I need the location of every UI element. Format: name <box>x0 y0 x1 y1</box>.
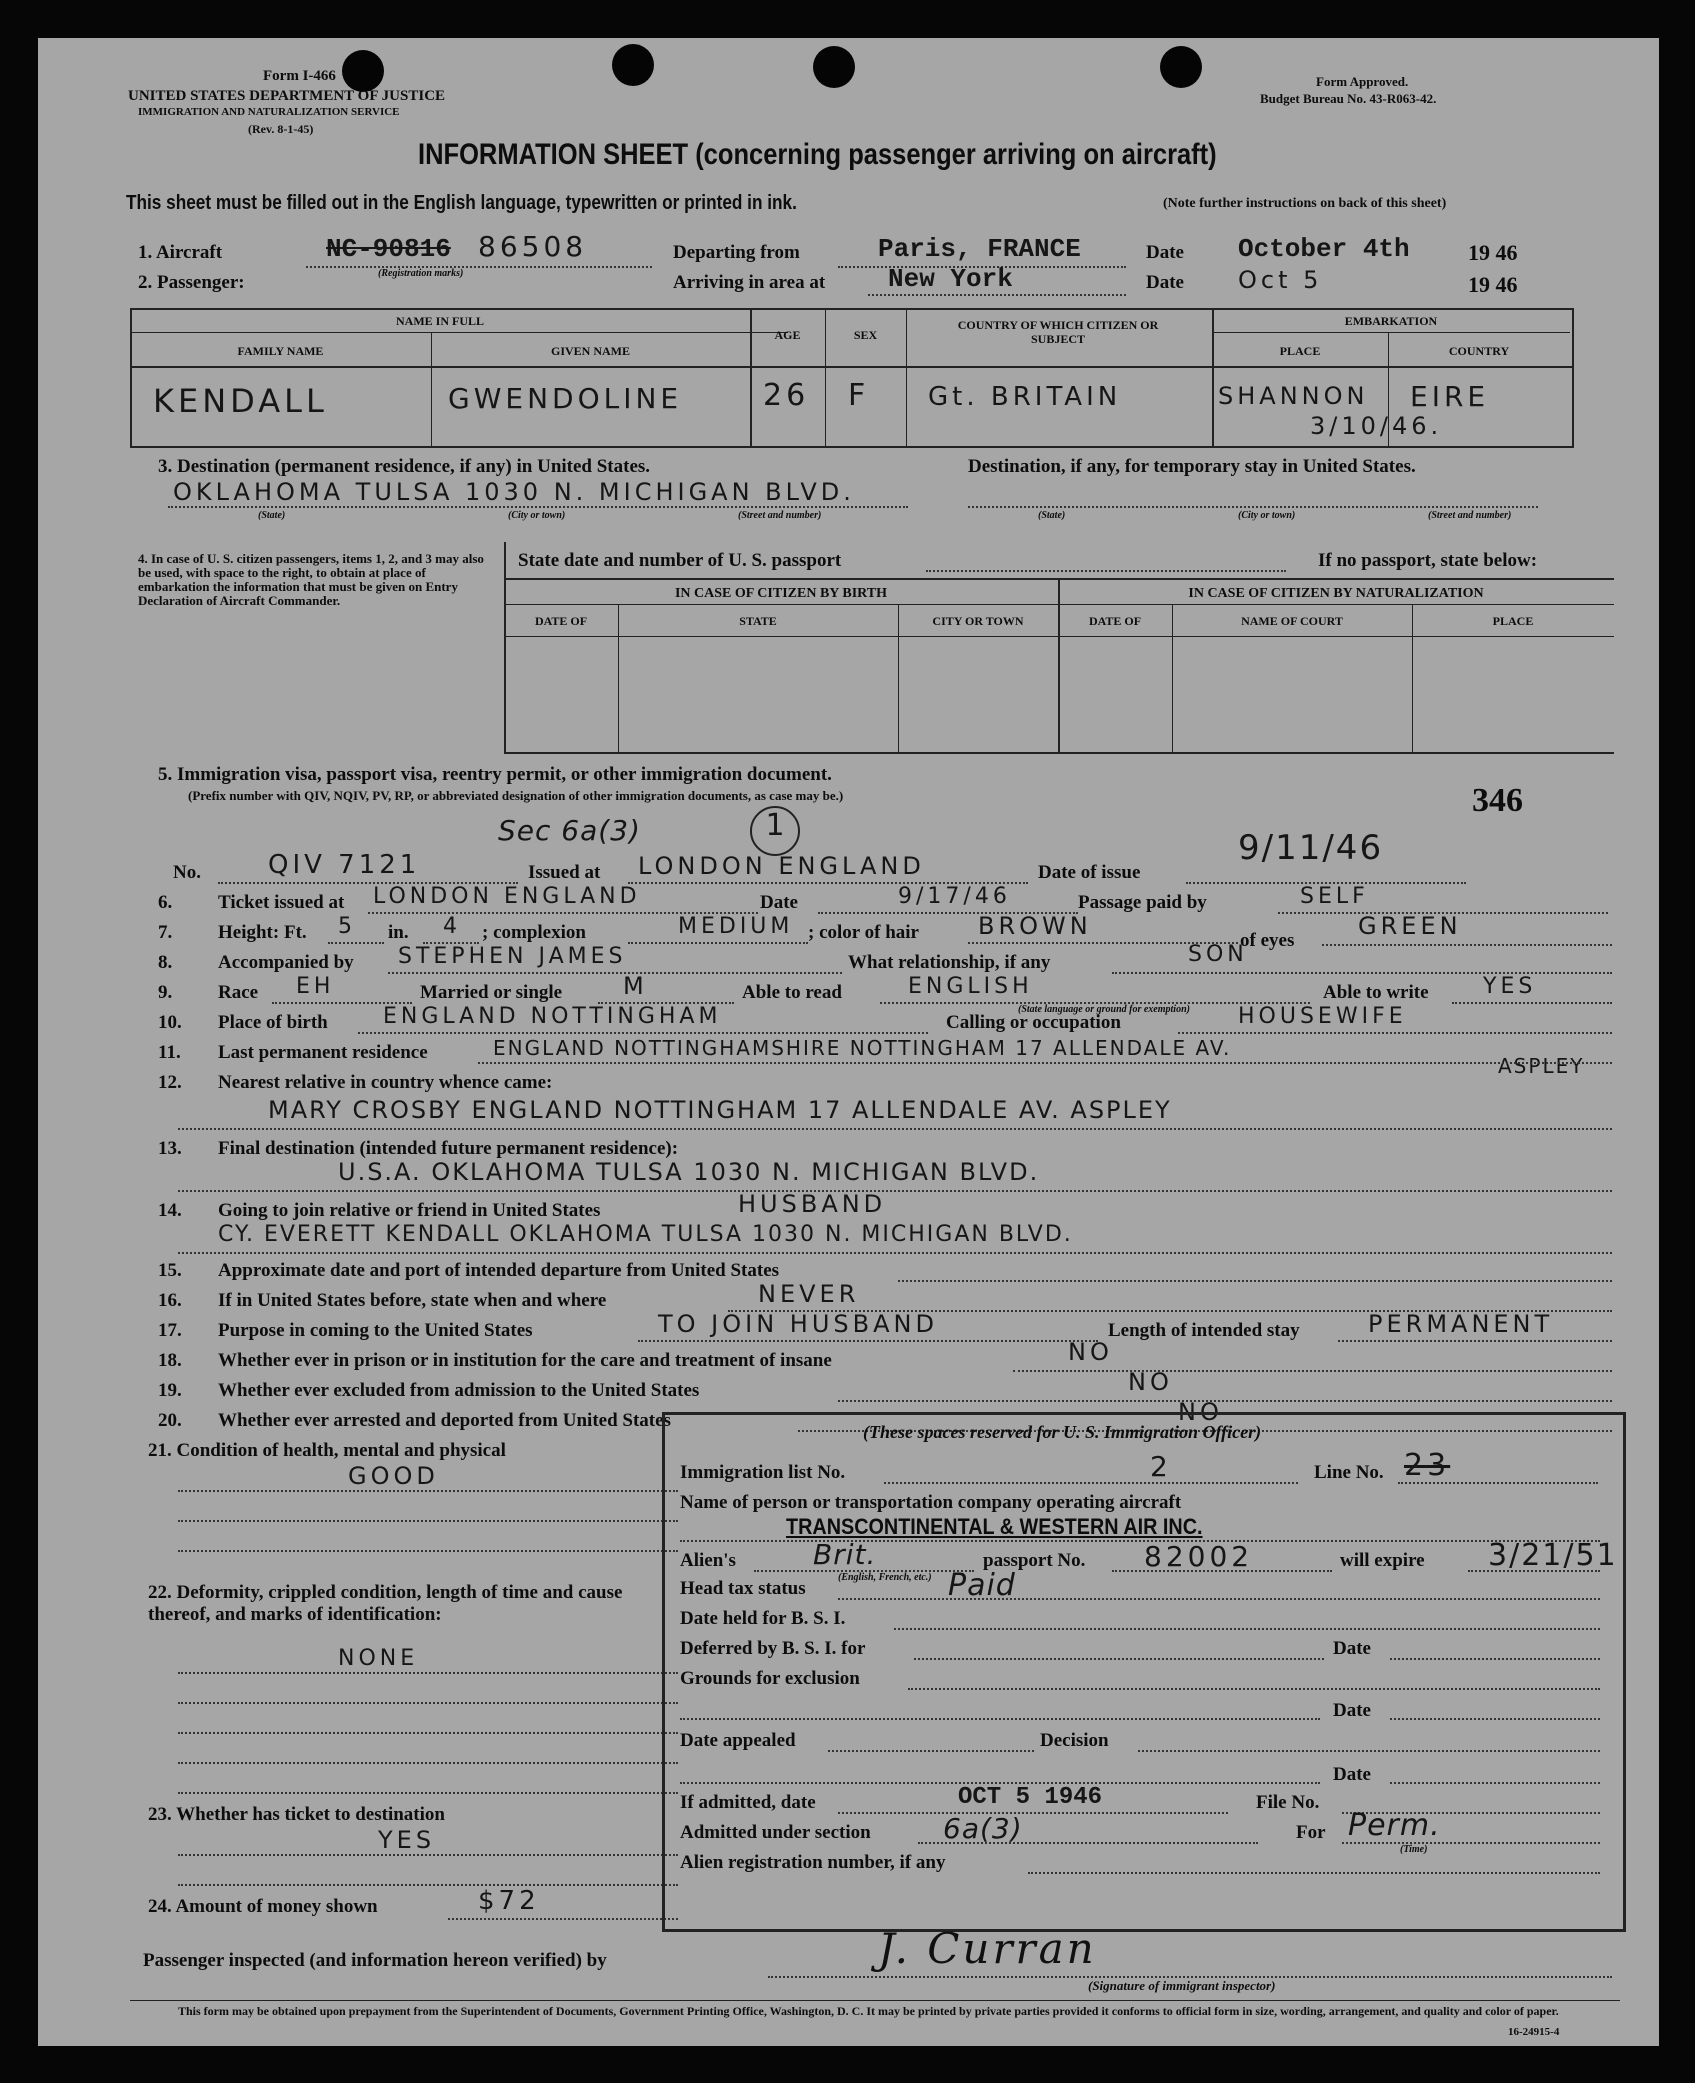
alien-registration-label: Alien registration number, if any <box>680 1852 946 1873</box>
file-number-label: File No. <box>1256 1792 1320 1813</box>
company-value: TRANSCONTINENTAL & WESTERN AIR INC. <box>786 1514 1203 1539</box>
embarkation-place-value: SHANNON <box>1218 382 1369 410</box>
embarkation-header: EMBARKATION <box>1344 314 1438 328</box>
final-destination-value: U.S.A. OKLAHOMA TULSA 1030 N. MICHIGAN BLVD. <box>338 1158 1040 1186</box>
embarkation-country-header: COUNTRY <box>1448 344 1510 358</box>
item20-number: 20. <box>158 1410 182 1431</box>
marital-label: Married or single <box>420 982 563 1003</box>
expire-value: 3/21/51 <box>1488 1538 1618 1573</box>
ticket-date-label: Date <box>760 892 798 913</box>
item13-number: 13. <box>158 1138 182 1159</box>
deferred-date-label: Date <box>1333 1638 1371 1659</box>
immigration-list-value: 2 <box>1150 1450 1172 1483</box>
birthplace-value: ENGLAND NOTTINGHAM <box>383 1004 722 1029</box>
age-header: AGE <box>774 328 801 342</box>
excluded-label: Whether ever excluded from admission to the United States <box>218 1380 700 1401</box>
name-header: NAME IN FULL <box>395 314 484 328</box>
destination-state-caption: (State) <box>258 510 286 521</box>
nat-place-header: PLACE <box>1492 614 1534 628</box>
us-passport-table <box>504 542 1616 754</box>
able-write-value: YES <box>1483 974 1537 999</box>
punch-hole <box>342 50 384 92</box>
item9-number: 9. <box>158 982 173 1003</box>
ticket-destination-value: YES <box>378 1826 436 1854</box>
excluded-value: NO <box>1128 1368 1173 1396</box>
last-residence-extra: ASPLEY <box>1498 1054 1585 1078</box>
family-name-header: FAMILY NAME <box>237 344 324 358</box>
deferred-label: Deferred by B. S. I. for <box>680 1638 866 1659</box>
eye-color-label: of eyes <box>1240 930 1295 951</box>
visa-serial: 346 <box>1472 782 1523 819</box>
admitted-for-value: Perm. <box>1348 1808 1441 1843</box>
deformity-value: NONE <box>338 1646 419 1671</box>
admitted-date-label: If admitted, date <box>680 1792 816 1813</box>
visa-prefix-note: (Prefix number with QIV, NQIV, PV, RP, or abbreviated designation of other immigration documents, as case may be.) <box>188 788 844 803</box>
join-relative-address: CY. EVERETT KENDALL OKLAHOMA TULSA 1030 N. MICHIGAN BLVD. <box>218 1222 1073 1247</box>
visa-label: 5. Immigration visa, passport visa, reentry permit, or other immigration document. <box>158 764 832 785</box>
visa-number-label: No. <box>173 862 201 883</box>
visa-circled-number: 1 <box>750 806 800 856</box>
birth-state-header: STATE <box>739 614 777 628</box>
grounds-label: Grounds for exclusion <box>680 1668 860 1689</box>
alien-label: Alien's <box>680 1550 736 1571</box>
form-number: Form I-466 <box>263 68 336 84</box>
nearest-relative-value: MARY CROSBY ENGLAND NOTTINGHAM 17 ALLENDALE AV. ASPLEY <box>268 1096 1172 1124</box>
prison-label: Whether ever in prison or in institution for the care and treatment of insane <box>218 1350 832 1371</box>
occupation-label: Calling or occupation <box>946 1012 1121 1033</box>
departure-date-label: Date <box>1146 242 1184 263</box>
money-value: $72 <box>478 1886 540 1916</box>
country-header: COUNTRY OF WHICH CITIZEN OR SUBJECT <box>957 318 1159 346</box>
race-value: EH <box>296 974 335 999</box>
bsi-date-label: Date held for B. S. I. <box>680 1608 846 1629</box>
inspector-signature: J. Curran <box>878 1924 1097 1973</box>
complexion-value: MEDIUM <box>678 914 794 939</box>
given-name-header: GIVEN NAME <box>550 344 630 358</box>
hair-color-value: BROWN <box>978 912 1092 940</box>
item16-number: 16. <box>158 1290 182 1311</box>
service-name: IMMIGRATION AND NATURALIZATION SERVICE <box>138 106 400 118</box>
departure-year: 19 46 <box>1468 240 1518 265</box>
accompanied-label: Accompanied by <box>218 952 354 973</box>
arrival-date-value: Oct 5 <box>1238 266 1323 294</box>
registration-caption: (Registration marks) <box>378 268 464 279</box>
visa-date-issue-label: Date of issue <box>1038 862 1141 883</box>
punch-hole <box>612 44 654 86</box>
temp-state-caption: (State) <box>1038 510 1066 521</box>
hair-color-label: ; color of hair <box>808 922 919 943</box>
alien-value: Brit. <box>813 1538 877 1571</box>
aircraft-value: NC-90816 <box>326 234 451 264</box>
deported-label: Whether ever arrested and deported from United States <box>218 1410 671 1431</box>
back-instructions-note: (Note further instructions on back of this sheet) <box>1163 196 1447 211</box>
aircraft-label: 1. Aircraft <box>138 242 223 263</box>
eye-color-value: GREEN <box>1358 912 1462 940</box>
item14-number: 14. <box>158 1200 182 1221</box>
document-page <box>38 38 1659 2046</box>
visa-issued-value: LONDON ENGLAND <box>638 852 925 880</box>
prison-value: NO <box>1068 1338 1113 1366</box>
accompanied-value: STEPHEN JAMES <box>398 944 627 969</box>
able-read-value: ENGLISH <box>908 974 1033 999</box>
temp-street-caption: (Street and number) <box>1428 510 1512 521</box>
appealed-label: Date appealed <box>680 1730 796 1751</box>
form-approved: Form Approved. <box>1316 74 1409 89</box>
expire-label: will expire <box>1340 1550 1425 1571</box>
form-code: 16-24915-4 <box>1508 2026 1560 2038</box>
inspected-by-label: Passenger inspected (and information hereon verified) by <box>143 1950 607 1971</box>
occupation-value: HOUSEWIFE <box>1238 1004 1407 1029</box>
no-passport-label: If no passport, state below: <box>1318 550 1538 571</box>
naturalization-header: IN CASE OF CITIZEN BY NATURALIZATION <box>1188 586 1484 601</box>
head-tax-label: Head tax status <box>680 1578 806 1599</box>
visa-section-note: Sec 6a(3) <box>498 814 641 847</box>
complexion-label: ; complexion <box>482 922 586 943</box>
item17-number: 17. <box>158 1320 182 1341</box>
admitted-for-label: For <box>1296 1822 1326 1843</box>
height-inches-label: in. <box>388 922 409 943</box>
visa-issued-label: Issued at <box>528 862 601 883</box>
budget-bureau: Budget Bureau No. 43-R063-42. <box>1260 91 1437 106</box>
embarkation-place-header: PLACE <box>1279 344 1321 358</box>
item6-number: 6. <box>158 892 173 913</box>
departure-date-value: October 4th <box>1238 234 1410 264</box>
item11-number: 11. <box>158 1042 181 1063</box>
destination-value: OKLAHOMA TULSA 1030 N. MICHIGAN BLVD. <box>173 478 855 506</box>
destination-label: 3. Destination (permanent residence, if any) in United States. <box>158 456 651 477</box>
fine-print: This form may be obtained upon prepayment from the Superintendent of Documents, Government Printing Office, Washington, D. C. It may be printed by private parties provided it conforms to official form in size, wording, arrangement, and quality and color of paper. <box>178 2004 1559 2018</box>
item12-number: 12. <box>158 1072 182 1093</box>
join-relative-label: Going to join relative or friend in United States <box>218 1200 601 1221</box>
citizen-value: Gt. BRITAIN <box>928 382 1122 412</box>
ticket-issued-label: Ticket issued at <box>218 892 345 913</box>
arrival-year: 19 46 <box>1468 272 1518 297</box>
alien-passport-label: passport No. <box>983 1550 1086 1571</box>
health-label: 21. Condition of health, mental and physical <box>148 1440 506 1461</box>
decision-label: Decision <box>1040 1730 1109 1751</box>
destination-city-caption: (City or town) <box>508 510 566 521</box>
alien-passport-value: 82002 <box>1144 1540 1254 1573</box>
departing-value: Paris, FRANCE <box>878 234 1081 264</box>
able-read-label: Able to read <box>742 982 842 1003</box>
birthplace-label: Place of birth <box>218 1012 328 1033</box>
relationship-value: SON <box>1188 942 1248 967</box>
line-number-label: Line No. <box>1314 1462 1384 1483</box>
birth-date-header: DATE OF <box>534 614 588 628</box>
ticket-issued-value: LONDON ENGLAND <box>373 884 641 909</box>
marital-value: M <box>623 972 648 1000</box>
sex-value: F <box>848 378 870 413</box>
admitted-section-label: Admitted under section <box>680 1822 871 1843</box>
purpose-value: TO JOIN HUSBAND <box>658 1310 938 1338</box>
admitted-section-value: 6a(3) <box>943 1812 1023 1845</box>
last-residence-value: ENGLAND NOTTINGHAMSHIRE NOTTINGHAM 17 ALLENDALE AV. <box>493 1036 1232 1060</box>
last-residence-label: Last permanent residence <box>218 1042 428 1063</box>
embarkation-date-value: 3/10/46. <box>1310 412 1443 440</box>
admitted-date-value: OCT 5 1946 <box>958 1784 1103 1811</box>
family-name-value: KENDALL <box>153 382 328 420</box>
height-feet-label: Height: Ft. <box>218 922 307 943</box>
immigration-list-label: Immigration list No. <box>680 1462 846 1483</box>
line-number-value: 23 <box>1404 1448 1451 1483</box>
race-label: Race <box>218 982 259 1003</box>
purpose-label: Purpose in coming to the United States <box>218 1320 533 1341</box>
ticket-destination-label: 23. Whether has ticket to destination <box>148 1804 445 1825</box>
punch-hole <box>813 46 855 88</box>
previous-visit-label: If in United States before, state when and where <box>218 1290 607 1311</box>
health-value: GOOD <box>348 1462 439 1490</box>
visa-number-value: QIV 7121 <box>268 850 421 880</box>
nat-court-header: NAME OF COURT <box>1241 614 1343 628</box>
final-destination-label: Final destination (intended future permanent residence): <box>218 1138 679 1159</box>
arrival-date-label: Date <box>1146 272 1184 293</box>
temp-city-caption: (City or town) <box>1238 510 1296 521</box>
birth-header: IN CASE OF CITIZEN BY BIRTH <box>674 586 888 601</box>
height-feet-value: 5 <box>338 914 356 939</box>
departure-intent-label: Approximate date and port of intended departure from United States <box>218 1260 780 1281</box>
deformity-label: 22. Deformity, crippled condition, length of time and cause thereof, and marks of identification: <box>148 1582 623 1625</box>
nat-date-header: DATE OF <box>1088 614 1142 628</box>
us-passport-label: State date and number of U. S. passport <box>518 550 842 571</box>
form-revision: (Rev. 8-1-45) <box>248 122 314 136</box>
height-inches-value: 4 <box>443 914 461 939</box>
previous-visit-value: NEVER <box>758 1280 860 1308</box>
item10-number: 10. <box>158 1012 182 1033</box>
relationship-label: What relationship, if any <box>848 952 1051 973</box>
passage-paid-value: SELF <box>1300 884 1369 909</box>
passenger-label: 2. Passenger: <box>138 272 245 293</box>
temp-destination-label: Destination, if any, for temporary stay in United States. <box>968 456 1416 477</box>
departing-label: Departing from <box>673 242 800 263</box>
grounds-date-label: Date <box>1333 1700 1371 1721</box>
age-value: 26 <box>763 378 810 413</box>
passage-paid-label: Passage paid by <box>1078 892 1207 913</box>
destination-street-caption: (Street and number) <box>738 510 822 521</box>
deported-value: NO <box>1178 1398 1223 1426</box>
aircraft-correction: 86508 <box>478 230 588 263</box>
able-write-label: Able to write <box>1323 982 1429 1003</box>
nearest-relative-label: Nearest relative in country whence came: <box>218 1072 553 1093</box>
department-name: UNITED STATES DEPARTMENT OF JUSTICE <box>128 88 446 104</box>
ticket-date-value: 9/17/46 <box>898 884 1011 909</box>
embarkation-country-value: EIRE <box>1410 380 1490 413</box>
stay-length-label: Length of intended stay <box>1108 1320 1300 1341</box>
item8-number: 8. <box>158 952 173 973</box>
us-citizen-note: 4. In case of U. S. citizen passengers, items 1, 2, and 3 may also be used, with space to the right, to obtain at place of embarkation the information that must be given on Entry Declaration of Aircraft Commander. <box>138 551 484 608</box>
page-title: INFORMATION SHEET (concerning passenger arriving on aircraft) <box>418 138 1217 171</box>
join-relative-value: HUSBAND <box>738 1190 887 1218</box>
visa-date-issue-value: 9/11/46 <box>1238 828 1384 868</box>
birth-city-header: CITY OR TOWN <box>932 614 1024 628</box>
arriving-label: Arriving in area at <box>673 272 826 293</box>
given-name-value: GWENDOLINE <box>448 382 683 415</box>
item19-number: 19. <box>158 1380 182 1401</box>
decision-date-label: Date <box>1333 1764 1371 1785</box>
time-caption: (Time) <box>1400 1844 1428 1855</box>
officer-box-title: (These spaces reserved for U. S. Immigration Officer) <box>863 1422 1262 1442</box>
sex-header: SEX <box>853 328 878 342</box>
company-label: Name of person or transportation company operating aircraft <box>680 1492 1182 1513</box>
stay-length-value: PERMANENT <box>1368 1310 1554 1338</box>
item7-number: 7. <box>158 922 173 943</box>
head-tax-value: Paid <box>948 1568 1016 1603</box>
item15-number: 15. <box>158 1260 182 1281</box>
alien-caption: (English, French, etc.) <box>838 1572 932 1583</box>
arriving-value: New York <box>888 264 1013 294</box>
item18-number: 18. <box>158 1350 182 1371</box>
punch-hole <box>1160 46 1202 88</box>
money-label: 24. Amount of money shown <box>148 1896 378 1917</box>
signature-caption: (Signature of immigrant inspector) <box>1088 1978 1276 1993</box>
read-language-caption: (State language or ground for exemption) <box>1018 1004 1190 1015</box>
language-instruction: This sheet must be filled out in the English language, typewritten or printed in ink. <box>126 192 797 214</box>
